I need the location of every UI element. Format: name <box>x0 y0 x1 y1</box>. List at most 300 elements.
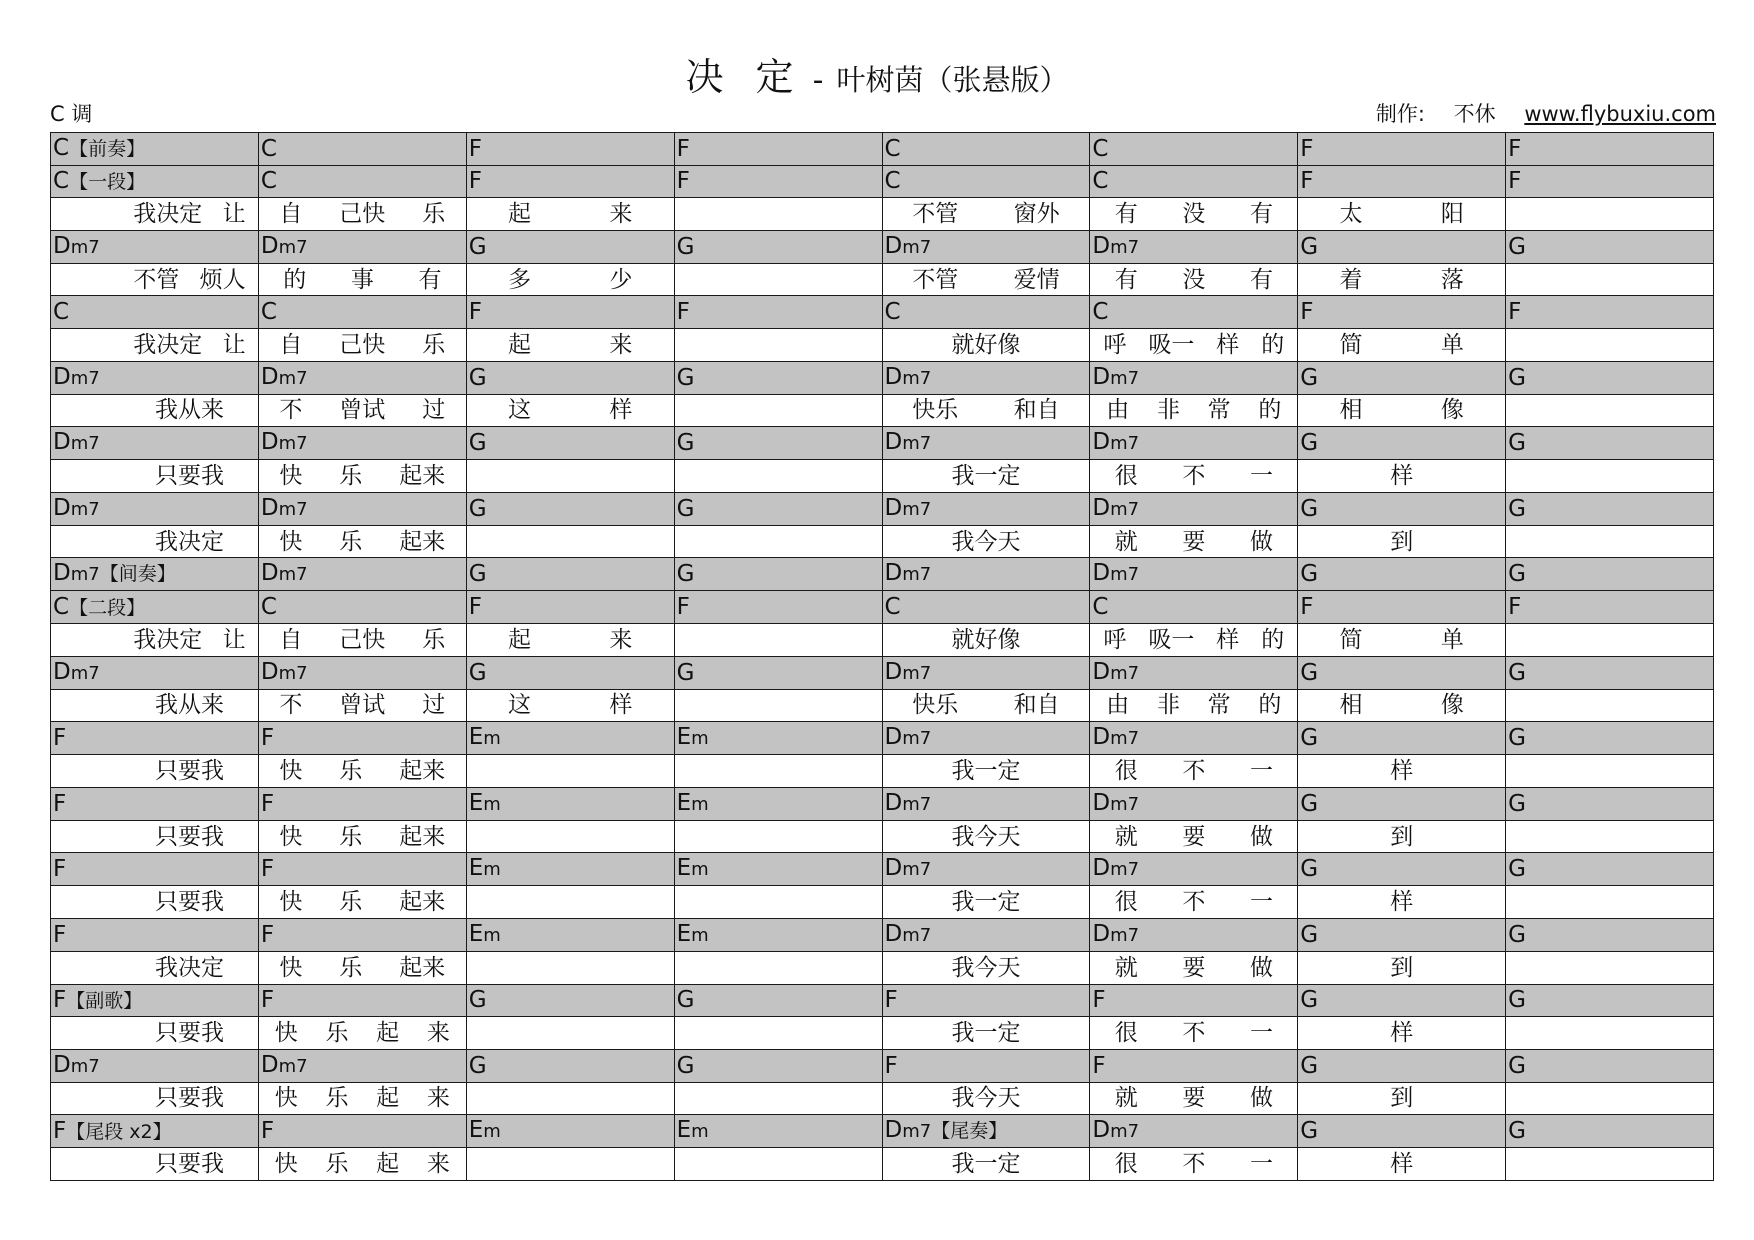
chord-symbol: C <box>260 594 277 621</box>
chord-symbol: F <box>676 299 690 326</box>
lyric-cell <box>466 886 674 919</box>
chord-symbol: Dm7 <box>53 1051 100 1078</box>
lyric-cell <box>1298 394 1506 427</box>
credit-name: 不休 <box>1453 102 1496 126</box>
chord-symbol: G <box>1300 856 1319 883</box>
lyric-text: 我从来 <box>154 397 224 424</box>
chord-cell <box>51 656 259 689</box>
lyric-text: 就 要 做 <box>1114 1085 1273 1112</box>
lyric-cell <box>882 198 1090 231</box>
chord-row <box>51 133 1714 166</box>
chord-symbol: F <box>468 299 482 326</box>
chord-symbol: G <box>676 561 695 588</box>
chord-cell <box>258 1049 466 1082</box>
lyric-cell <box>1506 328 1714 361</box>
chord-cell <box>674 1049 882 1082</box>
chord-symbol: C <box>1092 299 1109 326</box>
chord-cell <box>1298 1049 1506 1082</box>
chord-symbol: Em <box>468 789 501 816</box>
chord-cell <box>674 656 882 689</box>
lyric-cell <box>51 263 259 296</box>
lyric-text: 我一定 <box>951 889 1021 916</box>
lyric-cell <box>674 328 882 361</box>
chord-symbol: Dm7 <box>884 724 932 751</box>
chord-cell <box>1298 230 1506 263</box>
chord-cell <box>1298 591 1506 624</box>
chord-symbol: F <box>468 594 482 621</box>
lyric-cell <box>674 820 882 853</box>
chord-symbol: F <box>1300 135 1314 162</box>
lyric-cell <box>674 525 882 558</box>
lyric-cell <box>258 460 466 493</box>
lyric-row <box>51 460 1714 493</box>
chord-cell <box>51 1049 259 1082</box>
lyric-text: 的 事 有 <box>283 266 442 293</box>
chord-cell <box>1298 558 1506 591</box>
lyric-text: 很 不 一 <box>1114 757 1273 784</box>
chord-row <box>51 165 1714 198</box>
chord-cell <box>466 296 674 329</box>
lyric-cell <box>882 820 1090 853</box>
lyric-cell <box>1506 198 1714 231</box>
chord-cell <box>258 591 466 624</box>
lyric-cell <box>674 198 882 231</box>
lyric-row <box>51 951 1714 984</box>
lyric-cell <box>466 328 674 361</box>
lyric-text: 我决定 让 <box>133 200 246 227</box>
lyric-text: 快乐 和自 <box>912 692 1060 719</box>
website-link[interactable]: www.flybuxiu.com <box>1524 102 1716 126</box>
chord-symbol: G <box>1508 856 1526 883</box>
lyric-cell <box>674 689 882 722</box>
lyric-cell <box>1298 460 1506 493</box>
chord-symbol: Dm7 <box>1092 363 1140 390</box>
chord-cell <box>674 1115 882 1148</box>
lyric-cell <box>258 1148 466 1181</box>
chord-cell <box>51 296 259 329</box>
lyric-row <box>51 1148 1714 1181</box>
lyric-text: 简 单 <box>1339 331 1464 358</box>
chord-symbol: Dm7 <box>884 363 932 390</box>
lyric-cell <box>466 623 674 656</box>
chord-cell <box>258 230 466 263</box>
chord-symbol: G <box>1508 561 1526 588</box>
chord-row <box>51 984 1714 1017</box>
chord-symbol: G <box>1508 790 1526 817</box>
lyric-row <box>51 328 1714 361</box>
chord-symbol: F <box>260 725 275 752</box>
chord-symbol: Dm7 <box>260 560 308 587</box>
chord-cell <box>258 656 466 689</box>
lyric-text: 我一定 <box>951 757 1021 784</box>
chord-cell <box>466 853 674 886</box>
lyric-text: 不管 烦人 <box>133 266 246 293</box>
chord-symbol: G <box>1508 430 1526 457</box>
lyric-text: 起 来 <box>507 626 633 653</box>
lyric-text: 到 <box>1390 823 1414 850</box>
chord-symbol: G <box>468 364 487 391</box>
lyric-text: 快 乐 起来 <box>279 528 446 555</box>
lyric-text: 样 <box>1390 462 1414 489</box>
chord-cell <box>1090 591 1298 624</box>
lyric-cell <box>674 623 882 656</box>
chord-symbol: C <box>53 167 70 194</box>
lyric-cell <box>258 394 466 427</box>
chord-cell <box>1090 1049 1298 1082</box>
chord-cell <box>882 984 1090 1017</box>
lyric-cell <box>882 689 1090 722</box>
chord-symbol: Em <box>468 920 501 947</box>
chord-symbol: G <box>1508 1118 1526 1145</box>
lyric-text: 快 乐 起来 <box>279 462 446 489</box>
lyric-row <box>51 886 1714 919</box>
chord-symbol: G <box>468 495 487 522</box>
chord-symbol: F <box>676 135 690 162</box>
lyric-text: 起 来 <box>507 200 633 227</box>
chord-symbol: G <box>1300 921 1319 948</box>
lyric-cell <box>1506 689 1714 722</box>
chord-cell <box>1506 1049 1714 1082</box>
lyric-text: 多 少 <box>507 266 633 293</box>
chord-symbol: Dm7 <box>1092 658 1140 685</box>
chord-symbol: G <box>676 233 695 260</box>
chord-cell <box>882 230 1090 263</box>
lyric-text: 这 样 <box>507 692 633 719</box>
chord-symbol: C <box>260 135 277 162</box>
lyric-row <box>51 263 1714 296</box>
chord-cell <box>674 427 882 460</box>
chord-symbol: G <box>1300 790 1319 817</box>
chord-symbol: F <box>1508 299 1522 326</box>
lyric-text: 只要我 <box>154 1085 224 1112</box>
lyric-text: 我今天 <box>951 528 1021 555</box>
section-marker: 【间奏】 <box>99 563 176 586</box>
chord-cell <box>674 230 882 263</box>
lyric-cell <box>466 820 674 853</box>
lyric-cell <box>1298 689 1506 722</box>
chord-symbol: G <box>468 561 487 588</box>
chord-cell <box>1298 722 1506 755</box>
lyric-cell <box>1090 1017 1298 1050</box>
chord-row <box>51 722 1714 755</box>
lyric-text: 我从来 <box>154 692 224 719</box>
lyric-cell <box>674 755 882 788</box>
chord-cell <box>882 656 1090 689</box>
chord-symbol: G <box>1300 1052 1319 1079</box>
chord-symbol: F <box>1092 987 1106 1014</box>
chord-symbol: Em <box>676 920 709 947</box>
chord-symbol: Dm7 <box>884 789 932 816</box>
lyric-cell <box>51 820 259 853</box>
lyric-cell <box>258 198 466 231</box>
lyric-cell <box>51 755 259 788</box>
chord-cell <box>258 296 466 329</box>
chord-symbol: G <box>676 430 695 457</box>
lyric-cell <box>882 263 1090 296</box>
lyric-cell <box>1506 460 1714 493</box>
lyric-text: 我今天 <box>951 823 1021 850</box>
chord-symbol: G <box>1300 430 1319 457</box>
chord-cell <box>51 1115 259 1148</box>
chord-symbol: Em <box>676 724 709 751</box>
chord-cell <box>674 722 882 755</box>
lyric-text: 样 <box>1390 889 1414 916</box>
chord-cell <box>1090 361 1298 394</box>
lyric-text: 这 样 <box>507 397 633 424</box>
section-marker: 【尾段 x2】 <box>66 1120 172 1143</box>
lyric-text: 我决定 让 <box>133 331 246 358</box>
chord-cell <box>51 230 259 263</box>
lyric-cell <box>1506 951 1714 984</box>
chord-row <box>51 558 1714 591</box>
lyric-text: 起 来 <box>507 331 633 358</box>
chord-symbol: Dm7 <box>1092 232 1140 259</box>
chord-cell <box>674 165 882 198</box>
lyric-cell <box>882 1017 1090 1050</box>
chord-symbol: G <box>1508 725 1526 752</box>
lyric-cell <box>1298 951 1506 984</box>
chord-cell <box>1298 918 1506 951</box>
chord-cell <box>466 918 674 951</box>
chord-cell <box>1506 296 1714 329</box>
chord-cell <box>1090 787 1298 820</box>
chord-symbol: Dm7 <box>53 429 100 456</box>
chord-symbol: G <box>676 1052 695 1079</box>
chord-symbol: Dm7 <box>884 658 932 685</box>
chord-symbol: Dm7 <box>1092 494 1140 521</box>
chord-symbol: G <box>676 987 695 1014</box>
chord-symbol: Dm7 <box>884 560 932 587</box>
chord-symbol: Dm7 <box>260 429 308 456</box>
lyric-cell <box>258 820 466 853</box>
chord-symbol: C <box>260 299 277 326</box>
lyric-cell <box>674 1017 882 1050</box>
lyric-text: 自 己快 乐 <box>279 626 446 653</box>
chord-symbol: Em <box>468 855 501 882</box>
chord-symbol: G <box>1508 987 1526 1014</box>
lyric-cell <box>674 460 882 493</box>
lyric-cell <box>1090 394 1298 427</box>
chord-cell <box>51 591 259 624</box>
chord-symbol: Dm7 <box>260 494 308 521</box>
chord-symbol: G <box>1300 1118 1319 1145</box>
chord-cell <box>882 591 1090 624</box>
chord-cell <box>882 918 1090 951</box>
chord-cell <box>258 918 466 951</box>
lyric-text: 快 乐 起 来 <box>274 1019 450 1046</box>
chord-cell <box>1506 984 1714 1017</box>
chord-cell <box>1506 230 1714 263</box>
chord-symbol: C <box>884 135 901 162</box>
chord-symbol: C <box>884 299 901 326</box>
lyric-cell <box>466 1017 674 1050</box>
chord-cell <box>1090 492 1298 525</box>
chord-cell <box>258 984 466 1017</box>
chord-symbol: G <box>1300 725 1319 752</box>
lyric-text: 就 要 做 <box>1114 528 1273 555</box>
chord-symbol: G <box>1300 561 1319 588</box>
lyric-row <box>51 623 1714 656</box>
lyric-cell <box>466 394 674 427</box>
chord-cell <box>1298 853 1506 886</box>
chord-cell <box>466 591 674 624</box>
chord-symbol: F <box>1300 299 1314 326</box>
chord-cell <box>674 361 882 394</box>
chord-cell <box>1090 1115 1298 1148</box>
lyric-cell <box>51 1082 259 1115</box>
lyric-text: 我决定 <box>154 954 224 981</box>
chord-cell <box>258 361 466 394</box>
chord-cell <box>882 722 1090 755</box>
chord-cell <box>1298 133 1506 166</box>
chord-symbol: Dm7 <box>53 658 100 685</box>
chord-symbol: F <box>53 986 67 1013</box>
credit-block <box>1376 98 1716 128</box>
chord-symbol: Dm7 <box>1092 429 1140 456</box>
lyric-cell <box>1090 460 1298 493</box>
chord-symbol: Dm7 <box>1092 920 1140 947</box>
lyric-cell <box>1506 1082 1714 1115</box>
chord-sheet-table <box>50 132 1714 1181</box>
lyric-cell <box>258 886 466 919</box>
chord-cell <box>466 984 674 1017</box>
chord-symbol: F <box>260 921 275 948</box>
chord-symbol: C <box>884 168 901 195</box>
chord-cell <box>466 165 674 198</box>
chord-symbol: C <box>53 593 70 620</box>
lyric-text: 就好像 <box>951 331 1021 358</box>
lyric-cell <box>466 525 674 558</box>
chord-symbol: G <box>468 233 487 260</box>
lyric-text: 只要我 <box>154 889 224 916</box>
section-marker: 【前奏】 <box>69 138 146 161</box>
chord-symbol: G <box>468 1052 487 1079</box>
chord-cell <box>1298 296 1506 329</box>
lyric-cell <box>1090 755 1298 788</box>
lyric-cell <box>674 886 882 919</box>
lyric-cell <box>1298 886 1506 919</box>
chord-row <box>51 296 1714 329</box>
chord-cell <box>1090 427 1298 460</box>
chord-symbol: Dm7 <box>884 855 932 882</box>
lyric-cell <box>1090 198 1298 231</box>
chord-symbol: G <box>468 430 487 457</box>
lyric-cell <box>882 951 1090 984</box>
lyric-text: 样 <box>1390 757 1414 784</box>
chord-symbol: Dm7 <box>260 232 308 259</box>
lyric-cell <box>51 886 259 919</box>
lyric-cell <box>1506 1148 1714 1181</box>
chord-cell <box>1298 984 1506 1017</box>
chord-cell <box>674 787 882 820</box>
lyric-cell <box>882 886 1090 919</box>
lyric-cell <box>258 263 466 296</box>
lyric-cell <box>1298 623 1506 656</box>
lyric-cell <box>51 328 259 361</box>
lyric-cell <box>51 689 259 722</box>
chord-cell <box>258 787 466 820</box>
chord-symbol: G <box>468 987 487 1014</box>
lyric-cell <box>1506 263 1714 296</box>
chord-symbol: Dm7 <box>260 1051 308 1078</box>
lyric-text: 自 己快 乐 <box>279 331 446 358</box>
chord-symbol: G <box>1508 364 1526 391</box>
chord-cell <box>1090 230 1298 263</box>
lyric-cell <box>1298 1082 1506 1115</box>
chord-cell <box>51 558 259 591</box>
chord-symbol: G <box>1508 233 1526 260</box>
chord-symbol: Dm7 <box>884 429 932 456</box>
chord-cell <box>674 918 882 951</box>
chord-cell <box>1506 787 1714 820</box>
lyric-cell <box>1090 689 1298 722</box>
lyric-text: 样 <box>1390 1151 1414 1178</box>
lyric-text: 只要我 <box>154 757 224 784</box>
lyric-cell <box>1506 755 1714 788</box>
lyric-text: 只要我 <box>154 1151 224 1178</box>
song-title-block <box>0 46 1754 101</box>
lyric-text: 快 乐 起来 <box>279 954 446 981</box>
lyric-text: 呼 吸一 样 的 <box>1103 331 1285 358</box>
chord-cell <box>1506 133 1714 166</box>
chord-symbol: F <box>53 725 67 752</box>
chord-row <box>51 361 1714 394</box>
chord-cell <box>882 853 1090 886</box>
lyric-cell <box>466 1082 674 1115</box>
chord-symbol: C <box>1092 168 1109 195</box>
chord-cell <box>51 853 259 886</box>
lyric-text: 到 <box>1390 954 1414 981</box>
chord-symbol: F <box>260 790 275 817</box>
chord-symbol: F <box>676 168 690 195</box>
chord-symbol: G <box>1508 659 1526 686</box>
lyric-cell <box>258 623 466 656</box>
lyric-cell <box>258 951 466 984</box>
chord-cell <box>1506 918 1714 951</box>
chord-symbol: F <box>260 987 275 1014</box>
chord-cell <box>1090 296 1298 329</box>
chord-symbol: F <box>1300 594 1314 621</box>
chord-cell <box>258 853 466 886</box>
lyric-text: 快 乐 起来 <box>279 823 446 850</box>
lyric-text: 我今天 <box>951 1085 1021 1112</box>
chord-cell <box>258 558 466 591</box>
lyric-cell <box>1506 525 1714 558</box>
song-artist: 叶树茵（张悬版） <box>836 63 1069 97</box>
chord-cell <box>51 427 259 460</box>
chord-cell <box>466 133 674 166</box>
lyric-cell <box>466 951 674 984</box>
lyric-text: 有 没 有 <box>1114 200 1273 227</box>
chord-symbol: Dm7 <box>1092 724 1140 751</box>
lyric-text: 到 <box>1390 1085 1414 1112</box>
lyric-cell <box>466 755 674 788</box>
lyric-cell <box>466 198 674 231</box>
chord-symbol: Em <box>676 789 709 816</box>
chord-cell <box>882 427 1090 460</box>
chord-cell <box>1506 492 1714 525</box>
lyric-row <box>51 1017 1714 1050</box>
lyric-text: 不管 爱情 <box>912 266 1060 293</box>
chord-symbol: F <box>53 921 67 948</box>
chord-cell <box>882 1115 1090 1148</box>
lyric-cell <box>1298 525 1506 558</box>
chord-cell <box>1298 165 1506 198</box>
lyric-row <box>51 820 1714 853</box>
chord-row <box>51 591 1714 624</box>
chord-cell <box>1298 492 1506 525</box>
lyric-text: 我一定 <box>951 1151 1021 1178</box>
